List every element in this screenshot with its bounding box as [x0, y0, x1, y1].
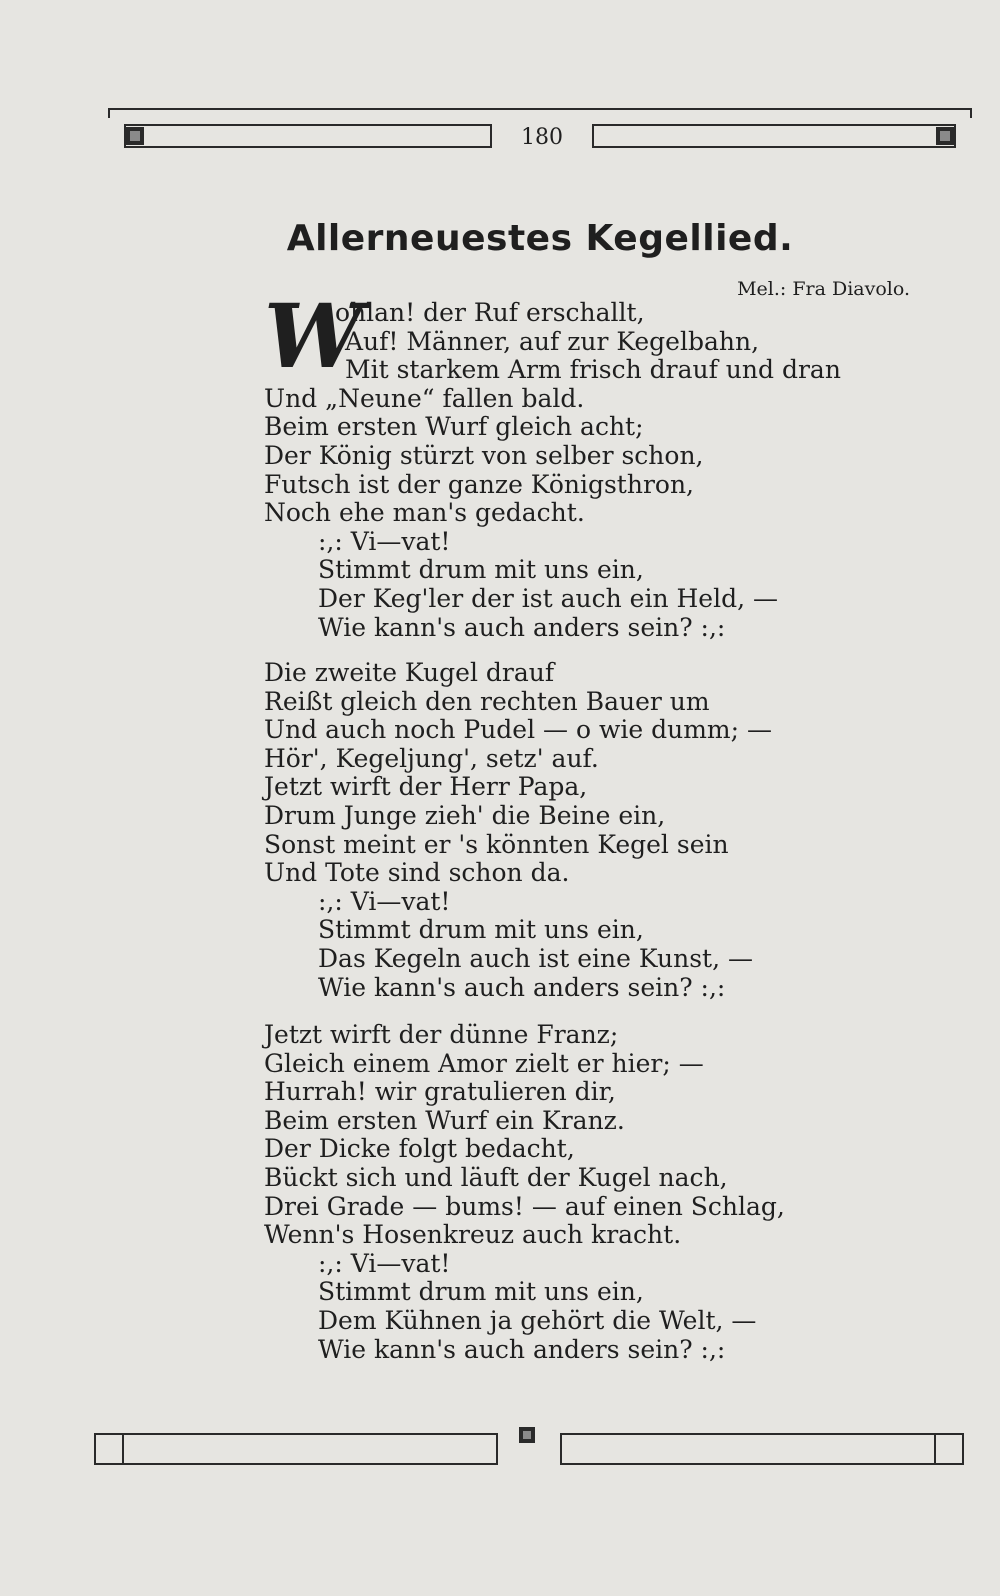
refrain-line: :,: Vi—vat! [318, 527, 451, 556]
refrain-line: Stimmt drum mit uns ein, [318, 555, 644, 584]
footer-frame-right [560, 1433, 964, 1465]
refrain-line: Der Keg'ler der ist auch ein Held, — [318, 584, 778, 613]
verse-line: Sonst meint er 's könnten Kegel sein [264, 830, 729, 859]
verse-line: Futsch ist der ganze Königsthron, [264, 470, 694, 499]
verse-line: Drum Junge zieh' die Beine ein, [264, 801, 666, 830]
footer-divider-left [122, 1433, 124, 1465]
verse-line: Drei Grade — bums! — auf einen Schlag, [264, 1192, 785, 1221]
refrain-line: Das Kegeln auch ist eine Kunst, — [318, 944, 753, 973]
verse-line: Wenn's Hosenkreuz auch kracht. [264, 1220, 682, 1249]
verse-line: Und „Neune“ fallen bald. [264, 384, 585, 413]
verse-line: Der Dicke folgt bedacht, [264, 1134, 575, 1163]
refrain-line: :,: Vi—vat! [318, 887, 451, 916]
footer-divider-right [934, 1433, 936, 1465]
page-number: 180 [521, 125, 563, 150]
footer-square-ornament [519, 1427, 535, 1443]
header-rule [108, 108, 972, 118]
refrain-line: Wie kann's auch anders sein? :,: [318, 613, 726, 642]
verse-line: Hurrah! wir gratulieren dir, [264, 1077, 616, 1106]
refrain-line: Stimmt drum mit uns ein, [318, 1277, 644, 1306]
verse-line: Beim ersten Wurf gleich acht; [264, 412, 644, 441]
header-square-ornament-left [126, 127, 144, 145]
verse-line: Auf! Männer, auf zur Kegelbahn, [345, 327, 760, 356]
header-frame-left [124, 124, 492, 148]
verse-line: Beim ersten Wurf ein Kranz. [264, 1106, 625, 1135]
song-title: Allerneuestes Kegellied. [286, 218, 794, 259]
verse-line: Jetzt wirft der dünne Franz; [264, 1020, 619, 1049]
verse-line: Hör', Kegeljung', setz' auf. [264, 744, 599, 773]
refrain-line: Dem Kühnen ja gehört die Welt, — [318, 1306, 757, 1335]
refrain-line: :,: Vi—vat! [318, 1249, 451, 1278]
refrain-line: Stimmt drum mit uns ein, [318, 915, 644, 944]
verse-line: Reißt gleich den rechten Bauer um [264, 687, 710, 716]
verse-line: Mit starkem Arm frisch drauf und dran [345, 355, 841, 384]
footer-frame-left [94, 1433, 498, 1465]
verse-line: ohlan! der Ruf erschallt, [335, 298, 645, 327]
refrain-line: Wie kann's auch anders sein? :,: [318, 1335, 726, 1364]
verse-line: Jetzt wirft der Herr Papa, [264, 772, 588, 801]
verse-line: Gleich einem Amor zielt er hier; — [264, 1049, 704, 1078]
verse-line: Und auch noch Pudel — o wie dumm; — [264, 715, 773, 744]
drop-cap: W [264, 284, 363, 388]
verse-line: Noch ehe man's gedacht. [264, 498, 585, 527]
refrain-line: Wie kann's auch anders sein? :,: [318, 973, 726, 1002]
melody-note: Mel.: Fra Diavolo. [737, 278, 910, 300]
verse-line: Der König stürzt von selber schon, [264, 441, 704, 470]
verse-line: Bückt sich und läuft der Kugel nach, [264, 1163, 728, 1192]
verse-line: Und Tote sind schon da. [264, 858, 570, 887]
header-frame-right [592, 124, 956, 148]
verse-line: Die zweite Kugel drauf [264, 658, 555, 687]
header-square-ornament-right [936, 127, 954, 145]
